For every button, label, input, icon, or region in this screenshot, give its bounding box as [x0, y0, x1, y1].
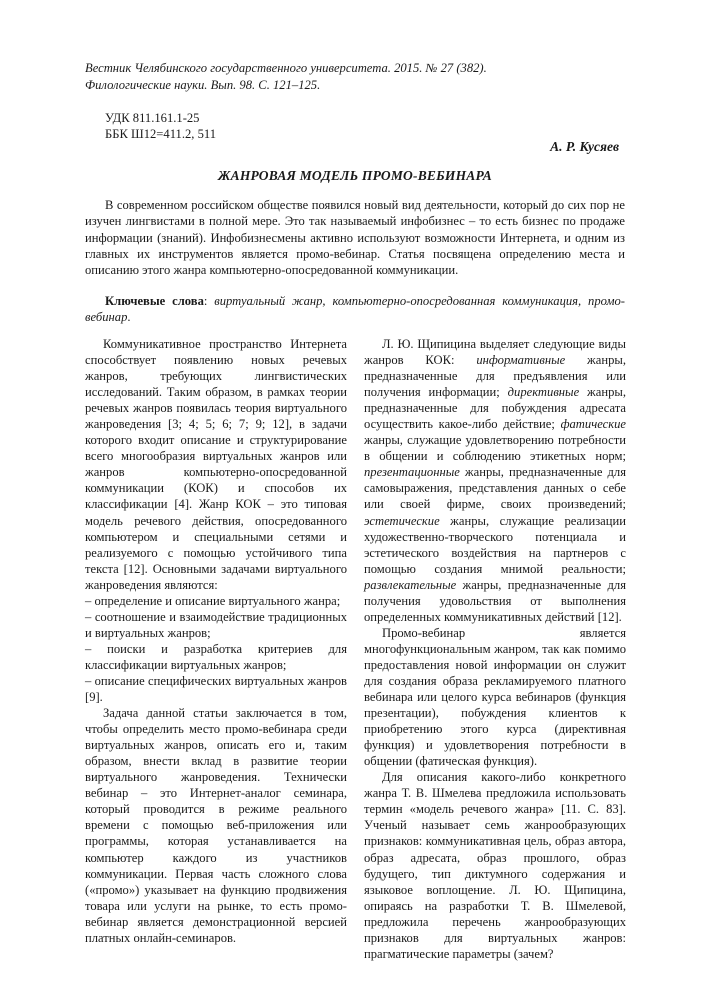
text-run: жанры, предназначенные для предъявления или получения информации;: [364, 353, 626, 400]
article-author: А. Р. Кусяев: [550, 139, 619, 154]
journal-issue-line: Филологические науки. Вып. 98. С. 121–125.: [85, 78, 321, 92]
genre-term: информативные: [476, 353, 566, 368]
left-paragraph-1: Коммуникативное пространство Интернета способствует появлению новых речевых жанров, требующих лингвистических исследований. Таким образом, в рамках теории речевых жанров появилась теория виртуального жанроведения [3; 4; 5; 6; 7; 9; 12], в задачи которого входит описание и структурирование всего многообразия виртуальных жанров или жанров компьютерно-опосредованной коммуникации (КОК) и способов их классификации [4]. Жанр КОК – это типовая модель речевого действия, опосредованного компьютером и специальными сетями и реализуемого с помощью устойчивого типа текста [12]. Основными задачами виртуального жанроведения являются:: [85, 337, 347, 592]
text-run: жанры, служащие реализации художественно-творческого потенциала и эстетического воздействия на партнеров с помощью создания мнимой реальности;: [364, 513, 626, 576]
genre-term: фатические: [560, 417, 626, 432]
keywords-end: .: [127, 310, 131, 325]
text-run: жанры, предназначенные для побуждения адресата осуществить какое-либо действие;: [364, 385, 626, 432]
right-paragraph-1: [364, 336, 626, 625]
journal-title-line: Вестник Челябинского государственного университета. 2015. № 27 (382).: [85, 61, 487, 75]
text-run: жанры, предназначенные для получения удовольствия от выполнения определенных коммуникативных действий [12].: [364, 577, 626, 624]
list-item: – поиски и разработка критериев для классификации виртуальных жанров;: [85, 641, 347, 672]
list-item: – определение и описание виртуального жанра;: [85, 593, 341, 608]
list-item: – соотношение и взаимодействие традиционных и виртуальных жанров;: [85, 609, 347, 640]
genre-term: развлекательные: [364, 577, 457, 592]
article-title: ЖАНРОВАЯ МОДЕЛЬ ПРОМО-ВЕБИНАРА: [218, 168, 492, 183]
right-column: [364, 336, 626, 962]
right-paragraph-3: Для описания какого-либо конкретного жанра Т. В. Шмелева предложила использовать термин «модель речевого жанра» [11. С. 83]. Ученый называет семь жанрообразующих признаков: коммуникативная цель, образ автора, образ адресата, образ прошлого, образ будущего, тип диктумного содержания и языковое воплощение. Л. Ю. Щипицина, опираясь на разработки Т. В. Шмелевой, предложила перечень жанрообразующих признаков для виртуальных жанров: прагматические параметры (зачем?: [364, 770, 626, 961]
text-run: жанры, предназначенные для самовыражения, представления данных о себе или своей фирме, своих произведений;: [364, 465, 626, 512]
bbk-code: ББК Ш12=411.2, 511: [105, 127, 217, 141]
genre-term: директивные: [507, 385, 580, 400]
udk-code: УДК 811.161.1-25: [105, 111, 200, 125]
text-run: Л. Ю. Щипицина выделяет следующие виды жанров КОК:: [364, 337, 626, 368]
right-paragraph-2: Промо-вебинар является многофункциональным жанром, так как помимо предоставления новой информации он служит для создания образа рекламируемого платного вебинара или целого курса вебинаров (функция презентации), побуждения клиентов к приобретению этого курса (директивная функция) и удовлетворения потребности в общении (фатическая функция).: [364, 625, 626, 769]
genre-term: презентационные: [364, 465, 460, 480]
classification-codes: [105, 110, 216, 142]
keywords-text: виртуальный жанр, компьютерно-опосредованная коммуникация, промо-вебинар: [85, 294, 625, 325]
article-abstract: В современном российском обществе появился новый вид деятельности, который до сих пор не изучен лингвистами в полной мере. Это так называемый инфобизнес – то есть бизнес по продаже информации (знаний). Инфобизнесмены активно используют возможности Интернета, и одним из главных их инструментов является промо-вебинар. Статья посвящена определению места и описанию этого жанра компьютерно-опосредованной коммуникации.: [85, 198, 625, 278]
genre-term: эстетические: [364, 513, 440, 528]
list-item: – описание специфических виртуальных жанров [9].: [85, 673, 347, 705]
keywords-label: Ключевые слова: [105, 294, 204, 308]
left-paragraph-2: Задача данной статьи заключается в том, чтобы определить место промо-вебинара среди виртуальных жанров, описать его и, таким образом, внести вклад в развитие теории виртуального жанроведения. Технически вебинар – это Интернет-аналог семинара, который проводится в режиме реального времени с помощью веб-приложения или программы, которая устанавливается на компьютер каждого из участников коммуникации. Первая часть сложного слова («промо») указывает на функцию продвижения товара или услуги на рынке, то есть промо-вебинар является демонстрационной версией платных онлайн-семинаров.: [85, 706, 347, 945]
text-run: жанры, служащие удовлетворению потребности в общении и соблюдению этикетных норм;: [364, 433, 626, 464]
left-column: [85, 336, 347, 946]
journal-header: [85, 60, 645, 94]
keywords: Ключевые слова: виртуальный жанр, компьютерно-опосредованная коммуникация, промо-вебинар.: [85, 294, 625, 325]
